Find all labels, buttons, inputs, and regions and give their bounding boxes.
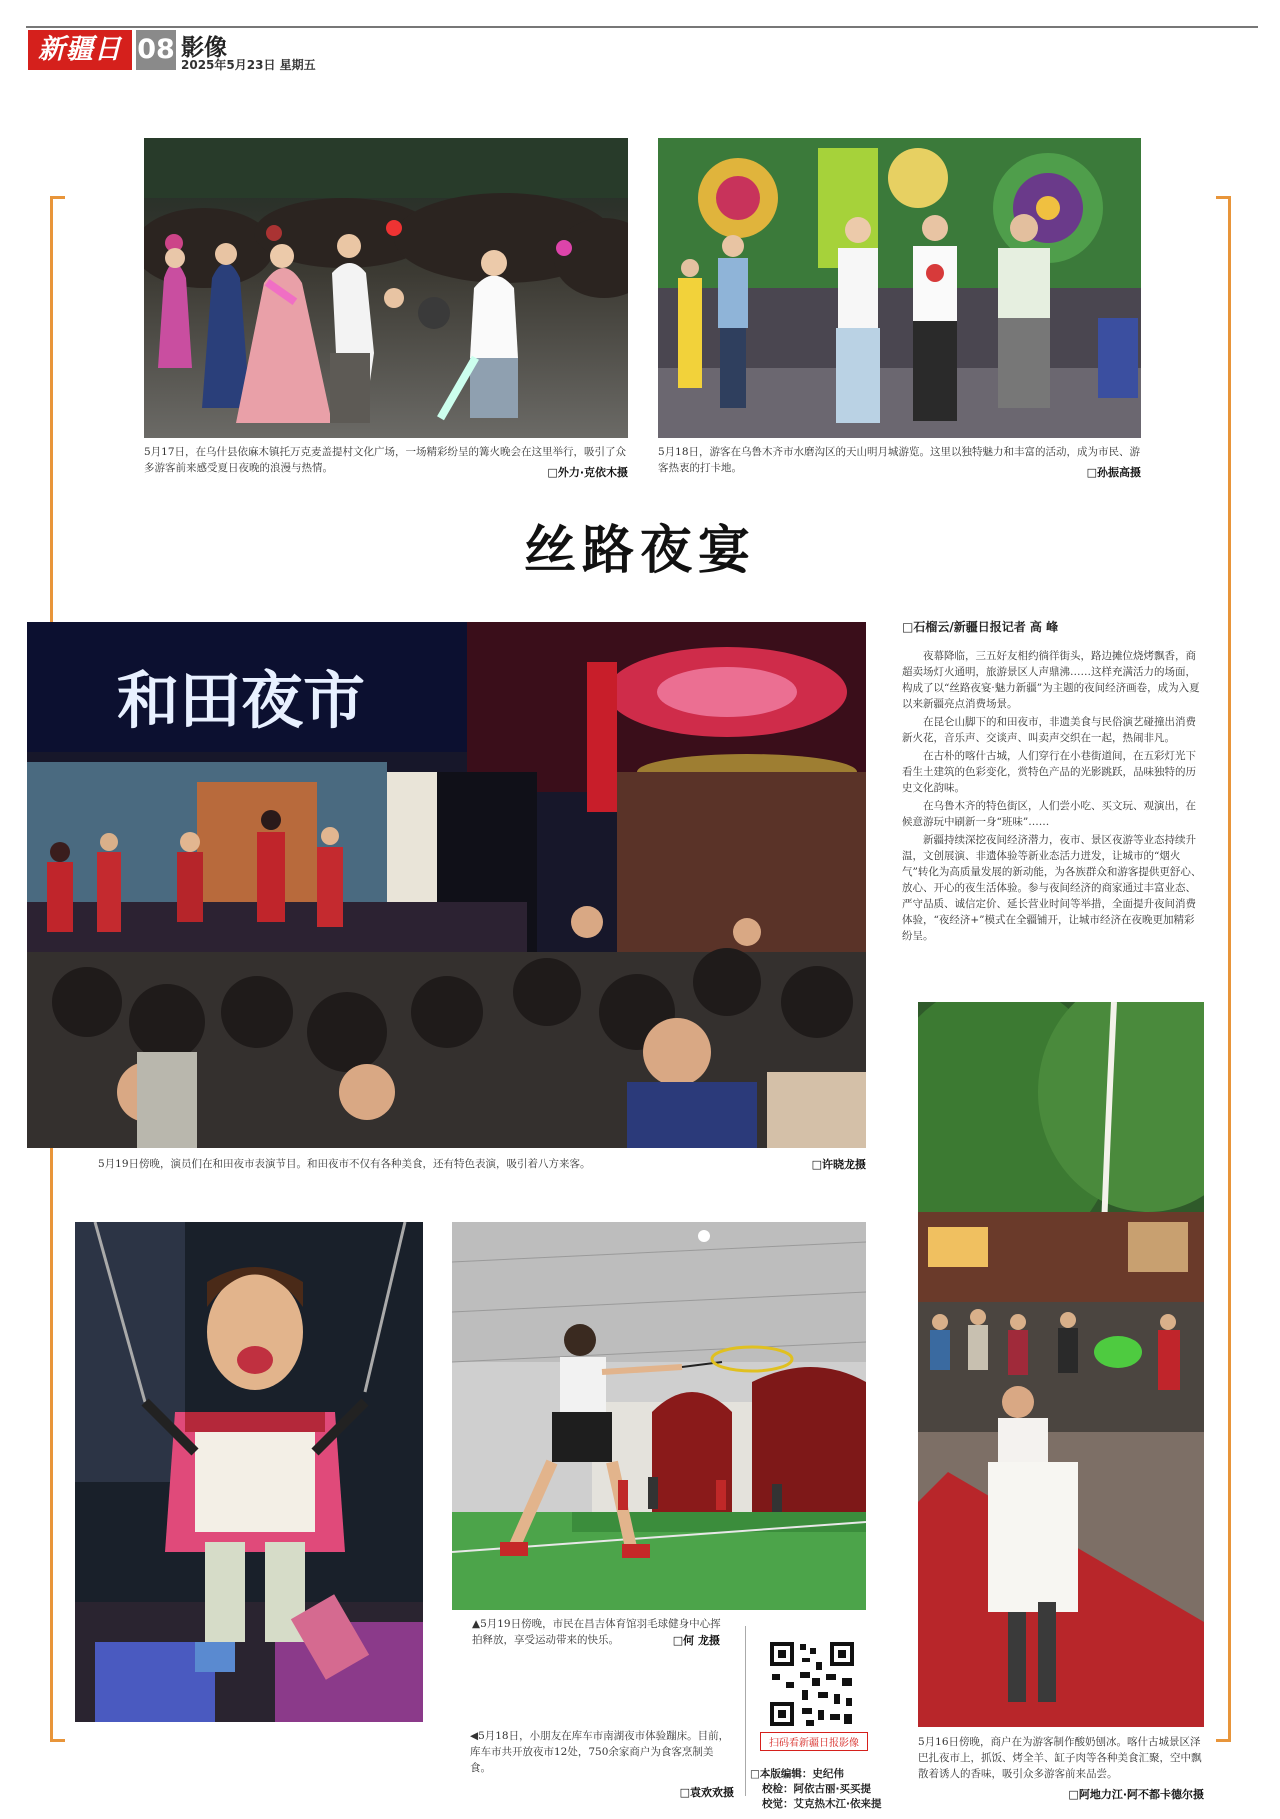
photo-culture-square-image — [144, 138, 628, 438]
photo-yogurt-vendor — [918, 1002, 1204, 1727]
article-body — [902, 648, 1204, 946]
photo-yogurt-image — [918, 1002, 1204, 1727]
article-paragraph: 在古朴的喀什古城，人们穿行在小巷街道间，在五彩灯光下看生土建筑的色彩变化，赏特色产品的光影跳跃，品味独特的历史文化韵味。 — [902, 750, 1196, 794]
editor-line: □本版编辑：史纪伟 — [750, 1768, 844, 1780]
headline: 丝路夜宴 — [523, 521, 756, 581]
column-divider — [745, 1626, 746, 1796]
photo-culture-square — [144, 138, 628, 438]
caption-badminton: ▲5月19日傍晚，市民在昌吉体育馆羽毛球健身中心挥拍释放，享受运动带来的快乐。 — [472, 1618, 721, 1646]
top-rule — [26, 26, 1258, 28]
photo-child-swing — [75, 1222, 423, 1722]
caption-yogurt-vendor: 5月16日傍晚，商户在为游客制作酸奶刨冰。喀什古城景区泽巴扎夜市上，抓饭、烤全羊、缸子肉等各种美食汇聚，空中飘散着诱人的香味，吸引众多游客前来品尝。 — [918, 1736, 1202, 1780]
right-bracket-decoration — [1216, 196, 1231, 1742]
credit-yogurt-vendor: □阿地力江·阿不都卡德尔摄 — [1068, 1788, 1204, 1801]
page-number: 08 — [136, 30, 176, 70]
editor-credits — [750, 1767, 882, 1812]
photo-hotan-image — [27, 622, 866, 1148]
caption-hotan-night-market: 5月19日傍晚，演员们在和田夜市表演节目。和田夜市不仅有各种美食，还有特色表演，吸引着八方来客。 — [98, 1158, 591, 1170]
issue-date: 2025年5月23日 星期五 — [181, 58, 316, 72]
credit-hotan-night-market: □许晓龙摄 — [811, 1158, 866, 1171]
photo-tianshan-image — [658, 138, 1141, 438]
photo-badminton — [452, 1222, 866, 1610]
proofreader-line: 校觉：艾克热木江·依来提 — [762, 1798, 882, 1810]
photo-badminton-image — [452, 1222, 866, 1610]
hotan-sign-text: 和田夜市 — [117, 664, 366, 737]
section-title: 影像 — [181, 35, 227, 61]
credit-child-swing: □袁欢欢摄 — [679, 1786, 734, 1799]
article-paragraph: 新疆持续深挖夜间经济潜力，夜市、景区夜游等业态持续升温，文创展演、非遗体验等新业态活力迸发，让城市的“烟火气”转化为高质量发展的新动能，为各族群众和游客提供更舒心、放心、开心的夜生活体验。参与夜间经济的商家通过丰富业态、严守品质、诚信定价、延长营业时间等举措，全面提升夜间消费体验，“夜经济+”模式在全疆铺开，让城市经济在夜晚更加精彩纷呈。 — [902, 834, 1202, 942]
proofreader-line: 校检：阿依古丽·买买提 — [762, 1783, 871, 1795]
photo-tianshan-moon-city — [658, 138, 1141, 438]
caption-culture-square: 5月17日，在乌什县依麻木镇托万克麦盖提村文化广场，一场精彩纷呈的篝火晚会在这里举行，吸引了众多游客前来感受夏日夜晚的浪漫与热情。 — [144, 446, 627, 474]
caption-tianshan-moon-city: 5月18日，游客在乌鲁木齐市水磨沟区的天山明月城游览。这里以独特魅力和丰富的活动，成为市民、游客热衷的打卡地。 — [658, 446, 1141, 474]
caption-child-swing: ◀5月18日，小朋友在库车市南湖夜市体验蹦床。目前，库车市共开放夜市12处，750余家商户为食客烹制美食。 — [470, 1730, 730, 1774]
photo-hotan-night-market — [27, 622, 866, 1148]
newspaper-logo: 新疆日報 — [28, 30, 132, 70]
qr-caption: 扫码看新疆日报影像 — [760, 1732, 868, 1751]
article-byline: □石榴云/新疆日报记者 高 峰 — [902, 620, 1059, 634]
credit-tianshan-moon-city: □孙振高摄 — [1086, 466, 1141, 479]
article-paragraph: 夜幕降临，三五好友相约徜徉街头，路边摊位烧烤飘香，商超卖场灯火通明，旅游景区人声鼎沸……这样充满活力的场面，构成了以“丝路夜宴·魅力新疆”为主题的夜间经济画卷，成为入夏以来新疆亮点消费场景。 — [902, 650, 1200, 710]
qr-code-icon — [766, 1638, 858, 1730]
qr-code — [766, 1638, 858, 1730]
credit-badminton: □何 龙摄 — [672, 1634, 720, 1647]
photo-child-image — [75, 1222, 423, 1722]
credit-culture-square: □外力·克依木摄 — [547, 466, 628, 479]
article-paragraph: 在乌鲁木齐的特色街区，人们尝小吃、买文玩、观演出，在候意游玩中刷新一身“班味”…… — [902, 800, 1196, 828]
article-paragraph: 在昆仑山脚下的和田夜市，非遗美食与民俗演艺碰撞出消费新火花，音乐声、交谈声、叫卖声交织在一起，热闹非凡。 — [902, 716, 1196, 744]
